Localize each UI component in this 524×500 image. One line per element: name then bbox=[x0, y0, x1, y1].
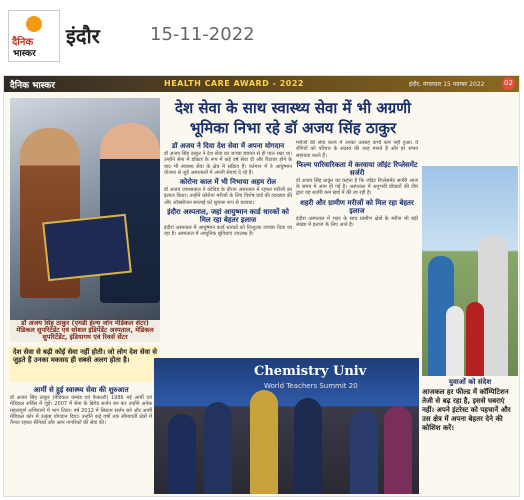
masthead-meta: इंदौर, मंगलवार 15 नवम्बर 2022 bbox=[409, 81, 485, 88]
col3-body-3: इंदौरा अस्पताल में शहर के साथ ग्रामीण क्षेत्रों के मरीज भी बड़ी संख्या में इलाज के लिए आते हैं। bbox=[296, 215, 418, 229]
figure-4 bbox=[294, 398, 322, 494]
newspaper-clipping bbox=[3, 75, 520, 497]
col3-body: मरीजों की सेवा करने में उनका उत्साह कभी कम नहीं हुआ। वे रोगियों को परिवार के सदस्य की तरह मानते हैं और हर संभव सहायता करते हैं। bbox=[296, 140, 418, 159]
caption-line-2: मेडिकल सुपरिटेंडेंट एवं सोशल इंडिपेंडेंट अस्पताल, मेडिकल सुपरिटेंडेंट, इंडियागम एवं रिवर्स सेंटर bbox=[16, 326, 154, 341]
figure-1 bbox=[168, 414, 196, 494]
award-photo bbox=[10, 98, 160, 320]
col2-body-2: डॉ अजय जायसवाल ने कोविड के दौरान अस्पताल में रहकर मरीजों का इलाज किया। उन्होंने कोरोना मरीजों के लिए विशेष वार्ड की व्यवस्था की और ऑक्सीजन सप्लाई को सुचारू रूप से चलाया। bbox=[164, 187, 292, 206]
col2-subhead-3: इंदौरा अस्पताल, जहां आयुष्मान कार्ड धारकों को मिल रहा बेहतर इलाज bbox=[167, 208, 289, 225]
sidebar-heading: युवाओं को संदेश bbox=[448, 378, 492, 386]
edition-date: 15-11-2022 bbox=[150, 24, 255, 45]
article-headline: देश सेवा के साथ स्वास्थ्य सेवा में भी अग्रणी भूमिका निभा रहे डॉ अजय सिंह ठाकुर bbox=[175, 99, 411, 137]
col1-body: डॉ अजय सिंह ठाकुर (मेडिकल कमांड एवं फैकल्टी) 1986 मई आर्मी एवं मेडिकल सर्विस में जुड़ें। 2007 में सेना के ब्रिगेड सर्जन बन कर उन्होंने अनेक महत्वपूर्ण अभियानों में भाग लिया। वर्ष 2012 में सिस्टम सर्जन बने और आर्मी मेडिकल कोर में उत्कृष्ट योगदान दिया। उन्होंने कई वर्षों तक सीमावर्ती क्षेत्रों में तैनात रहकर सैनिकों और आम नागरिकों की सेवा की। bbox=[10, 395, 152, 427]
col3-body-2: डॉ अजय सिंह ठाकुर का कहना है कि जॉइंट रिप्लेसमेंट सर्जरी आज के समय में आम हो गई है। अस्पताल में अनुभवी डॉक्टरों की टीम द्वारा यह सर्जरी कम खर्च में की जा रही है। bbox=[296, 177, 418, 197]
award-title: HEALTH CARE AWARD - 2022 bbox=[164, 79, 304, 88]
family-member-4 bbox=[466, 302, 484, 376]
col1-subhead: आर्मी से हुई स्वास्थ्य सेवा की शुरुआत bbox=[33, 386, 129, 394]
col3-subhead-2: शहरी और ग्रामीण मरीजों को मिल रहा बेहतर इलाज bbox=[300, 198, 414, 215]
person-right bbox=[100, 123, 160, 303]
award-certificate bbox=[42, 214, 132, 281]
figure-5 bbox=[350, 410, 378, 494]
caption-line-1: डॉ अजय सिंह ठाकुर (एमडी हेल्थ जोन मेडिकल सेंटर) bbox=[21, 319, 149, 327]
lede-box bbox=[10, 346, 160, 382]
column-2 bbox=[164, 140, 292, 356]
figure-2 bbox=[204, 402, 232, 494]
family-member-3 bbox=[446, 306, 464, 376]
masthead bbox=[4, 76, 519, 92]
logo-text-2: भास्कर bbox=[13, 49, 36, 59]
column-1 bbox=[10, 384, 152, 496]
col2-body-3: इंदौरा अस्पताल में आयुष्मान कार्ड धारकों को निःशुल्क उपचार दिया जा रहा है। अस्पताल में आधुनिक सुविधाएं उपलब्ध हैं। bbox=[164, 225, 292, 238]
dainik-bhaskar-logo bbox=[8, 10, 60, 62]
ceremony-photo bbox=[154, 358, 419, 494]
photo-caption bbox=[10, 320, 160, 342]
page-number: 02 bbox=[502, 77, 515, 90]
col2-subhead: डॉ अजय ने दिया देश सेवा में अपना योगदान bbox=[171, 142, 285, 150]
family-photo bbox=[422, 166, 518, 376]
column-3 bbox=[296, 140, 418, 356]
col3-subhead: फिल्म पारिवारिकता में करवाया जॉइंट रिप्लेसमेंट सर्जरी bbox=[296, 160, 418, 177]
lede-text: देश सेवा से बढ़ी कोई सेवा नहीं होती। जो लोग देश सेवा से जुड़ते हैं उनका मकसद ही सबसे अलग होता है। bbox=[13, 348, 157, 365]
ceremony-subtitle: World Teachers Summit 20 bbox=[264, 382, 358, 390]
col2-body: डॉ अजय सिंह ठाकुर ने देश सेवा का जज्बा बचपन से ही पाल रखा था। उन्होंने सेना में डॉक्टर के रूप में कई वर्ष सेवा दी और रिटायर होने के बाद भी स्वास्थ्य सेवा के क्षेत्र में सक्रिय हैं। वर्तमान में वे आयुष्मान योजना से जुड़े अस्पतालों में अपनी सेवाएं दे रहे हैं। bbox=[164, 151, 292, 176]
app-header bbox=[0, 0, 524, 72]
masthead-brand: दैनिक भास्कर bbox=[10, 81, 55, 91]
city-name: इंदौर bbox=[66, 24, 100, 48]
logo-text-1: दैनिक bbox=[12, 37, 34, 48]
figure-3 bbox=[250, 390, 278, 494]
sidebar-text: आजकल हर फील्ड में कॉम्पिटिशन तेजी से बढ़ रहा है, इससे घबराएं नहीं। अपने इंटरेस्ट को पहचानें और उस क्षेत्र में अपना बेहतर देने की कोशिश करें। bbox=[422, 388, 511, 432]
ceremony-banner: Chemistry Univ bbox=[254, 364, 367, 379]
sun-icon bbox=[26, 16, 42, 32]
col2-subhead-2: कोरोना काल में भी निभाया अहम रोल bbox=[179, 178, 277, 187]
figure-6 bbox=[384, 406, 412, 494]
